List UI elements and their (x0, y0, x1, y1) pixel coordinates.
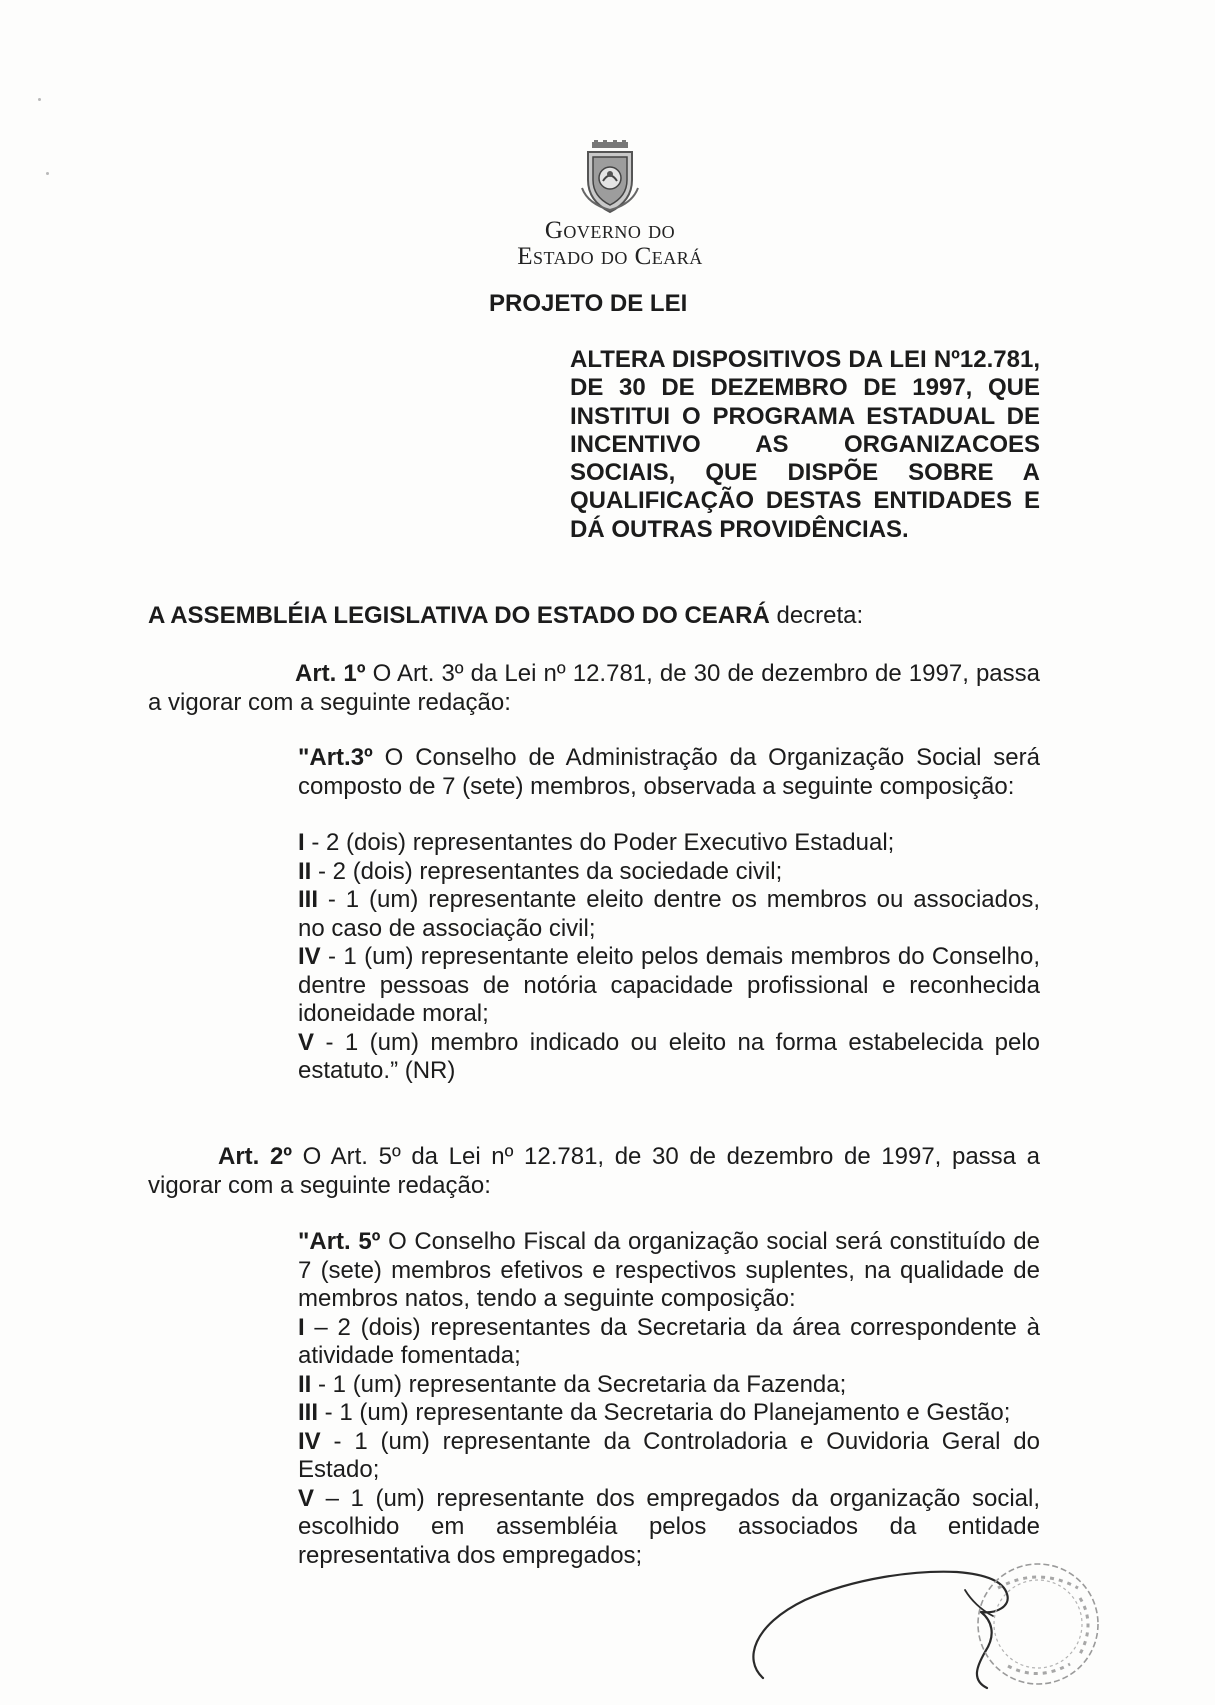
article-2-label: Art. 2º (218, 1143, 293, 1170)
quoted-article-5-text: O Conselho Fiscal da organização social será constituído de 7 (sete) membros efetivos e respectivos suplentes, na qualidade de membros natos, tendo a seguinte composição: (298, 1228, 1040, 1312)
quoted-article-3-text: O Conselho de Administração da Organização Social será composto de 7 (sete) membros, observada a seguinte composição: (298, 744, 1040, 800)
list-item-number: IV (298, 943, 321, 970)
scan-speck (46, 172, 49, 175)
quoted-article-3-caput (298, 744, 1040, 801)
list-item-text: - 2 (dois) representantes do Poder Executivo Estadual; (304, 829, 895, 856)
list-item-text: - 1 (um) representante da Controladoria e Ouvidoria Geral do Estado; (298, 1427, 1040, 1483)
list-item-text: - 1 (um) membro indicado ou eleito na forma estabelecida pelo estatuto.” (NR) (298, 1028, 1040, 1084)
list-item (298, 829, 1040, 858)
article-1 (148, 660, 1040, 717)
enactment-verb: decreta: (769, 602, 864, 629)
list-item-text: – 2 (dois) representantes da Secretaria da área correspondente à atividade fomentada; (298, 1313, 1040, 1369)
document-title: PROJETO DE LEI (489, 290, 688, 317)
quoted-article-5 (298, 1228, 1040, 1570)
list-item-number: III (298, 886, 319, 913)
list-item-number: V (298, 1028, 315, 1056)
list-item-number: II (298, 857, 312, 885)
quoted-article-3-label: "Art.3º (298, 744, 373, 771)
list-item (298, 1428, 1040, 1485)
list-item-number: III (298, 1399, 319, 1426)
list-item-text: – 1 (um) representante dos empregados da organização social, escolhido em assembléia pelos associados da entidade representativa dos empregados; (298, 1484, 1040, 1569)
list-item-text: - 2 (dois) representantes da sociedade civil; (311, 857, 783, 885)
article-2 (148, 1143, 1040, 1200)
list-item-text: - 1 (um) representante da Secretaria da Fazenda; (311, 1370, 847, 1398)
article-1-label: Art. 1º (295, 660, 366, 687)
scan-speck (38, 98, 41, 101)
list-item-number: II (298, 1370, 312, 1398)
coat-of-arms-icon (578, 140, 642, 214)
quoted-article-5-label: "Art. 5º (298, 1228, 381, 1255)
letterhead (470, 140, 750, 270)
list-item-text: - 1 (um) representante eleito dentre os membros ou associados, no caso de associação civil; (298, 886, 1040, 942)
quoted-article-5-caput (298, 1228, 1040, 1314)
enactment-clause (148, 602, 1048, 631)
list-item (298, 1371, 1040, 1400)
government-name-line-2: Estado do Ceará (517, 243, 703, 270)
quoted-article-3 (298, 744, 1040, 1086)
list-item-number: I (298, 829, 305, 856)
list-item (298, 1399, 1040, 1428)
paragraph-spacer (298, 801, 1040, 829)
list-item-number: I (298, 1313, 305, 1341)
article-2-text: O Art. 5º da Lei nº 12.781, de 30 de dezembro de 1997, passa a vigorar com a seguinte redação: (148, 1143, 1040, 1199)
article-1-text: O Art. 3º da Lei nº 12.781, de 30 de dezembro de 1997, passa a vigorar com a seguinte redação: (148, 660, 1040, 716)
list-item (298, 1029, 1040, 1086)
list-item-number: IV (298, 1427, 321, 1455)
list-item-text: - 1 (um) representante eleito pelos demais membros do Conselho, dentre pessoas de notória capacidade profissional e reconhecida idoneidade moral; (298, 943, 1040, 1027)
government-name-line-1: Governo do (544, 217, 676, 244)
stamp-icon (968, 1558, 1118, 1698)
list-item (298, 858, 1040, 887)
list-item-text: - 1 (um) representante da Secretaria do Planejamento e Gestão; (318, 1399, 1011, 1426)
list-item (298, 943, 1040, 1029)
enactment-authority: A ASSEMBLÉIA LEGISLATIVA DO ESTADO DO CEARÁ (148, 602, 770, 629)
bill-summary: ALTERA DISPOSITIVOS DA LEI Nº12.781, DE 30 DE DEZEMBRO DE 1997, QUE INSTITUI O PROGRAMA ESTADUAL DE INCENTIVO AS ORGANIZACOES SOCIAIS, QUE DISPÕE SOBRE A QUALIFICAÇÃO DESTAS ENTIDADES E DÁ OUTRAS PROVIDÊNCIAS. (570, 346, 1040, 543)
list-item (298, 1314, 1040, 1371)
list-item-number: V (298, 1484, 315, 1512)
list-item (298, 886, 1040, 943)
